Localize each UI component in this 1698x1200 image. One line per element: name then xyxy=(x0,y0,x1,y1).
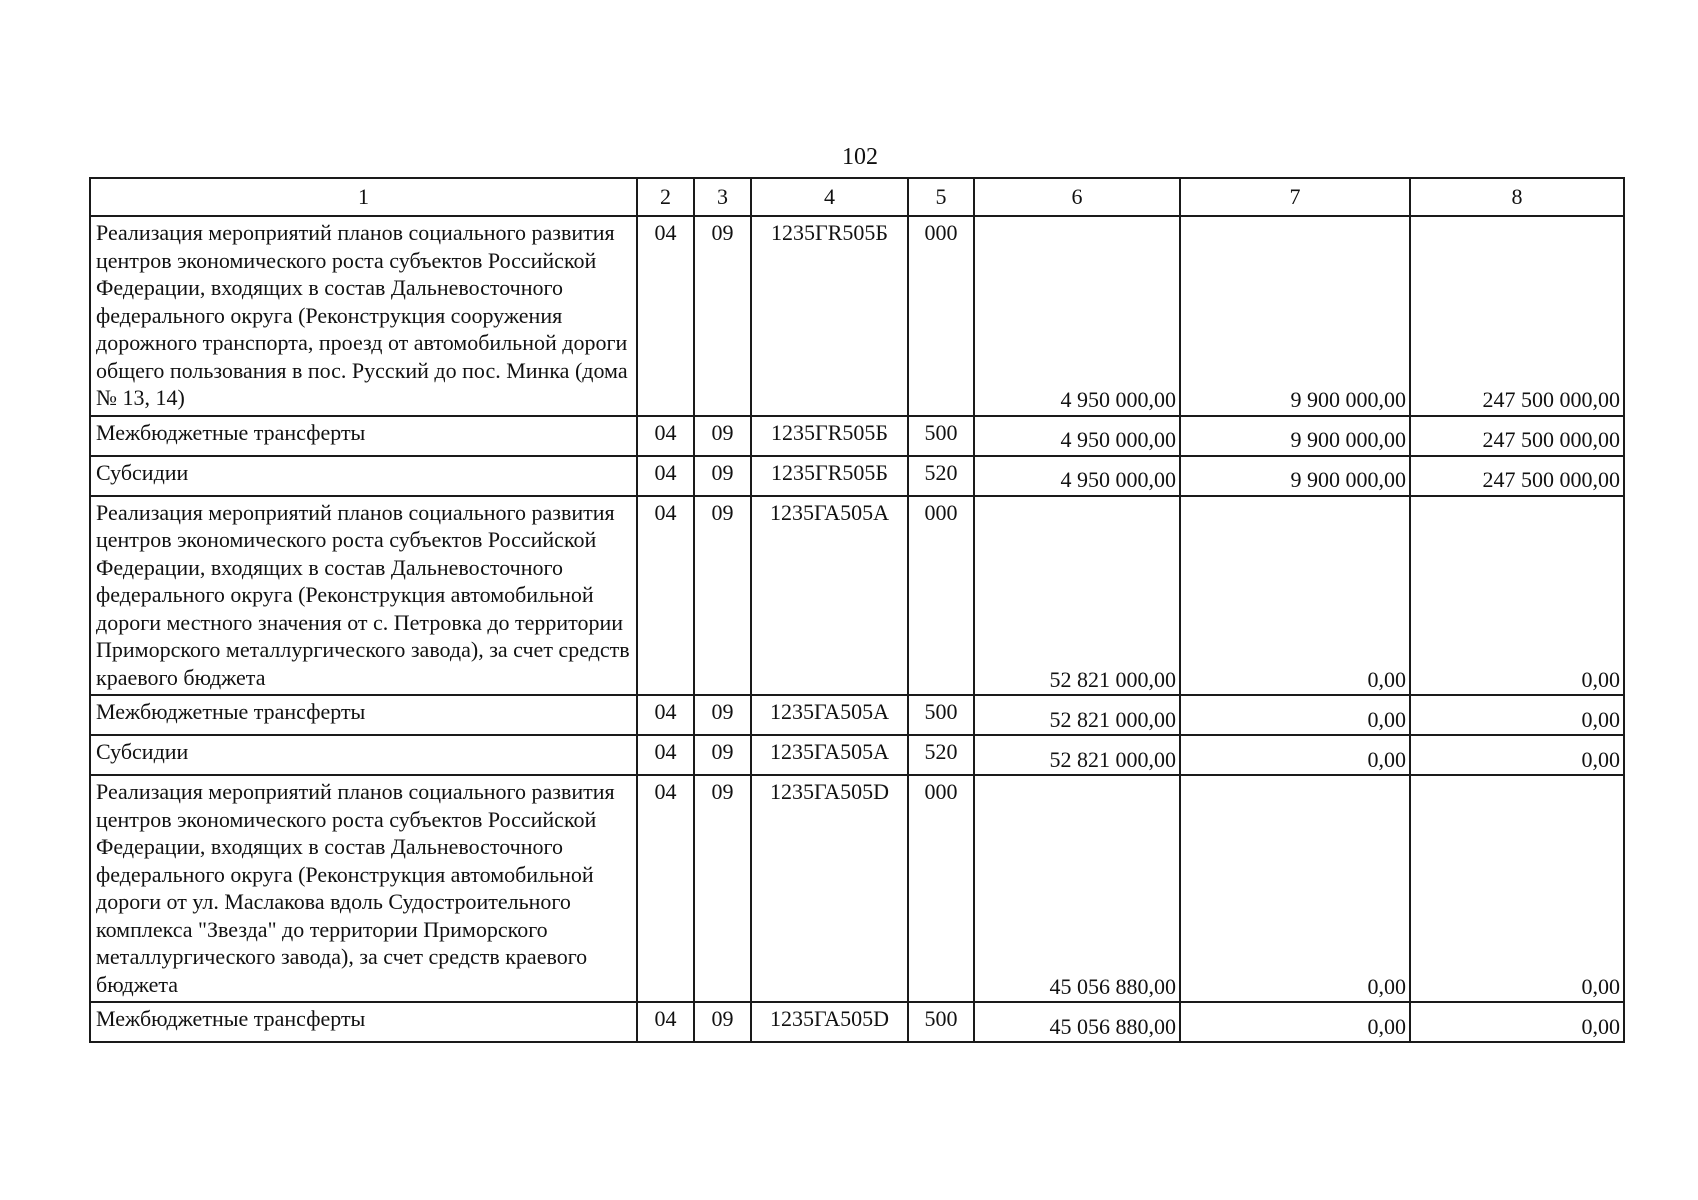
column-number-header: 7 xyxy=(1180,178,1410,216)
item-name-cell: Субсидии xyxy=(90,456,637,496)
amount-col6-cell: 45 056 880,00 xyxy=(974,775,1180,1002)
item-name-cell: Реализация мероприятий планов социального развития центров экономического роста субъектов Российской Федерации, входящих в состав Дальневосточного федерального округа (Реконструкция сооружения дорожного транспорта, проезд от автомобильной дороги общего пользования в пос. Русский до пос. Минка (дома № 13, 14) xyxy=(90,216,637,416)
amount-col6-cell: 4 950 000,00 xyxy=(974,456,1180,496)
item-name-cell: Межбюджетные трансферты xyxy=(90,416,637,456)
column-number-header: 3 xyxy=(694,178,751,216)
amount-col8-cell: 247 500 000,00 xyxy=(1410,416,1624,456)
target-article-cell: 1235ГА505D xyxy=(751,1002,908,1042)
expense-type-cell: 000 xyxy=(908,775,974,1002)
table-row xyxy=(90,695,1624,735)
amount-col8-cell: 0,00 xyxy=(1410,1002,1624,1042)
subsection-code-cell: 09 xyxy=(694,216,751,416)
column-number-header: 4 xyxy=(751,178,908,216)
table-row xyxy=(90,496,1624,696)
section-code-cell: 04 xyxy=(637,456,694,496)
table-row xyxy=(90,775,1624,1002)
table-row xyxy=(90,416,1624,456)
section-code-cell: 04 xyxy=(637,1002,694,1042)
amount-col7-cell: 0,00 xyxy=(1180,775,1410,1002)
table-row xyxy=(90,456,1624,496)
amount-col8-cell: 0,00 xyxy=(1410,496,1624,696)
amount-col6-cell: 52 821 000,00 xyxy=(974,496,1180,696)
amount-col6-cell: 52 821 000,00 xyxy=(974,695,1180,735)
section-code-cell: 04 xyxy=(637,496,694,696)
target-article-cell: 1235ГА505D xyxy=(751,775,908,1002)
budget-table xyxy=(89,177,1625,1043)
amount-col8-cell: 247 500 000,00 xyxy=(1410,456,1624,496)
column-number-header: 6 xyxy=(974,178,1180,216)
page-number: 102 xyxy=(842,144,878,170)
amount-col6-cell: 45 056 880,00 xyxy=(974,1002,1180,1042)
amount-col8-cell: 247 500 000,00 xyxy=(1410,216,1624,416)
subsection-code-cell: 09 xyxy=(694,416,751,456)
table-row xyxy=(90,1002,1624,1042)
table-row xyxy=(90,735,1624,775)
subsection-code-cell: 09 xyxy=(694,1002,751,1042)
amount-col8-cell: 0,00 xyxy=(1410,775,1624,1002)
subsection-code-cell: 09 xyxy=(694,456,751,496)
amount-col7-cell: 0,00 xyxy=(1180,496,1410,696)
item-name-cell: Реализация мероприятий планов социального развития центров экономического роста субъектов Российской Федерации, входящих в состав Дальневосточного федерального округа (Реконструкция автомобильной дороги местного значения от с. Петровка до территории Приморского металлургического завода), за счет средств краевого бюджета xyxy=(90,496,637,696)
subsection-code-cell: 09 xyxy=(694,496,751,696)
expense-type-cell: 500 xyxy=(908,416,974,456)
amount-col8-cell: 0,00 xyxy=(1410,735,1624,775)
column-number-header: 5 xyxy=(908,178,974,216)
amount-col7-cell: 0,00 xyxy=(1180,695,1410,735)
subsection-code-cell: 09 xyxy=(694,775,751,1002)
expense-type-cell: 520 xyxy=(908,456,974,496)
column-number-header: 8 xyxy=(1410,178,1624,216)
expense-type-cell: 500 xyxy=(908,1002,974,1042)
amount-col7-cell: 9 900 000,00 xyxy=(1180,216,1410,416)
expense-type-cell: 500 xyxy=(908,695,974,735)
target-article-cell: 1235ГА505А xyxy=(751,695,908,735)
expense-type-cell: 000 xyxy=(908,216,974,416)
amount-col6-cell: 4 950 000,00 xyxy=(974,216,1180,416)
section-code-cell: 04 xyxy=(637,416,694,456)
item-name-cell: Межбюджетные трансферты xyxy=(90,1002,637,1042)
column-number-header: 1 xyxy=(90,178,637,216)
amount-col7-cell: 0,00 xyxy=(1180,1002,1410,1042)
section-code-cell: 04 xyxy=(637,735,694,775)
item-name-cell: Межбюджетные трансферты xyxy=(90,695,637,735)
target-article-cell: 1235ГА505А xyxy=(751,496,908,696)
item-name-cell: Реализация мероприятий планов социального развития центров экономического роста субъектов Российской Федерации, входящих в состав Дальневосточного федерального округа (Реконструкция автомобильной дороги от ул. Маслакова вдоль Судостроительного комплекса "Звезда" до территории Приморского металлургического завода), за счет средств краевого бюджета xyxy=(90,775,637,1002)
section-code-cell: 04 xyxy=(637,775,694,1002)
section-code-cell: 04 xyxy=(637,695,694,735)
target-article-cell: 1235ГА505А xyxy=(751,735,908,775)
amount-col7-cell: 0,00 xyxy=(1180,735,1410,775)
target-article-cell: 1235ГR505Б xyxy=(751,416,908,456)
column-number-header: 2 xyxy=(637,178,694,216)
amount-col6-cell: 4 950 000,00 xyxy=(974,416,1180,456)
amount-col7-cell: 9 900 000,00 xyxy=(1180,416,1410,456)
subsection-code-cell: 09 xyxy=(694,735,751,775)
expense-type-cell: 520 xyxy=(908,735,974,775)
expense-type-cell: 000 xyxy=(908,496,974,696)
amount-col6-cell: 52 821 000,00 xyxy=(974,735,1180,775)
section-code-cell: 04 xyxy=(637,216,694,416)
amount-col7-cell: 9 900 000,00 xyxy=(1180,456,1410,496)
target-article-cell: 1235ГR505Б xyxy=(751,216,908,416)
item-name-cell: Субсидии xyxy=(90,735,637,775)
amount-col8-cell: 0,00 xyxy=(1410,695,1624,735)
target-article-cell: 1235ГR505Б xyxy=(751,456,908,496)
subsection-code-cell: 09 xyxy=(694,695,751,735)
table-row xyxy=(90,216,1624,416)
table-header-row xyxy=(90,178,1624,216)
